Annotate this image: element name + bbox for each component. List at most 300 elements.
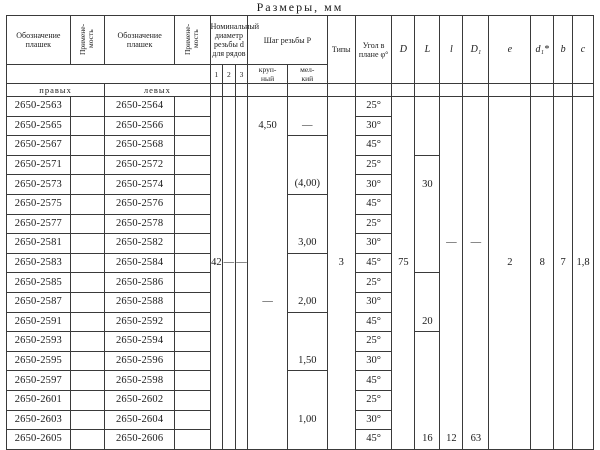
diameter-row1 [210,410,223,430]
designation-right: 2650-2603 [7,410,71,430]
diameter-row1 [210,214,223,234]
coarse-pitch [248,97,288,117]
types-value [327,175,355,195]
b-value [554,116,573,136]
application-right [70,430,104,450]
L-value [415,155,440,175]
fine-pitch: 1,50 [287,351,327,371]
l-value [440,371,463,391]
c-value [573,214,594,234]
D1-value [463,292,489,312]
D1-value [463,351,489,371]
fine-pitch: 2,00 [287,292,327,312]
angle-value: 45° [355,136,392,156]
application-left [175,136,211,156]
b-value [554,194,573,214]
D-value [392,273,415,293]
L-value [415,390,440,410]
angle-value: 45° [355,371,392,391]
l-value [440,390,463,410]
e-value [489,312,531,332]
table-title: Размеры, мм [256,0,344,14]
designation-right: 2650-2581 [7,234,71,254]
L-value [415,410,440,430]
b-value [554,273,573,293]
e-value [489,97,531,117]
header-designation-left: Обозначение плашек [105,16,175,65]
coarse-pitch [248,214,288,234]
coarse-pitch [248,234,288,254]
diameter-row3 [235,312,248,332]
e-value [489,214,531,234]
d1-value [531,234,554,254]
designation-left: 2650-2564 [105,97,175,117]
diameter-row3 [235,194,248,214]
header-application-right: Примене- мость [70,16,104,65]
b-value: 7 [554,253,573,273]
D-value [392,194,415,214]
angle-value: 25° [355,214,392,234]
header-row-1: 1 [210,65,223,84]
application-left [175,273,211,293]
application-left [175,234,211,254]
diameter-row2 [223,273,236,293]
header-row-3: 3 [235,65,248,84]
types-value [327,155,355,175]
coarse-pitch [248,175,288,195]
coarse-pitch [248,410,288,430]
types-value [327,371,355,391]
diameter-row3 [235,155,248,175]
L-value [415,116,440,136]
c-value [573,234,594,254]
l-value [440,410,463,430]
D1-value [463,390,489,410]
fine-pitch [287,332,327,352]
coarse-pitch [248,371,288,391]
l-value [440,273,463,293]
dies-table [6,15,594,450]
header-nominal-diameter: Номинальный диаметр резьбы d для рядов [210,16,248,65]
diameter-row2 [223,312,236,332]
L-value [415,214,440,234]
diameter-row1 [210,312,223,332]
l-value [440,253,463,273]
diameter-row1 [210,430,223,450]
fine-pitch [287,273,327,293]
d1-value [531,116,554,136]
application-right [70,97,104,117]
designation-right: 2650-2593 [7,332,71,352]
fine-pitch [287,253,327,273]
l-value [440,97,463,117]
e-value [489,410,531,430]
diameter-row3 [235,430,248,450]
l-value [440,155,463,175]
table-row [7,97,594,117]
c-value: 1,8 [573,253,594,273]
c-value [573,430,594,450]
l-value [440,351,463,371]
D1-value [463,136,489,156]
diameter-row2 [223,136,236,156]
designation-right: 2650-2567 [7,136,71,156]
D1-value [463,175,489,195]
application-left [175,175,211,195]
application-right [70,351,104,371]
D1-value [463,155,489,175]
L-value: 30 [415,175,440,195]
table-row [7,371,594,391]
L-value [415,273,440,293]
D-value [392,155,415,175]
d1-value [531,214,554,234]
D-value [392,410,415,430]
d1-value [531,371,554,391]
coarse-pitch: — [248,292,288,312]
e-value [489,273,531,293]
designation-right: 2650-2577 [7,214,71,234]
D1-value [463,371,489,391]
header-e: e [489,16,531,84]
application-right [70,292,104,312]
b-value [554,332,573,352]
types-value [327,273,355,293]
diameter-row2 [223,116,236,136]
designation-right: 2650-2563 [7,97,71,117]
diameter-row2 [223,390,236,410]
table-row [7,253,594,273]
types-value [327,116,355,136]
D-value [392,234,415,254]
c-value [573,371,594,391]
designation-left: 2650-2574 [105,175,175,195]
c-value [573,194,594,214]
diameter-row1 [210,234,223,254]
diameter-row2 [223,430,236,450]
application-right [70,273,104,293]
D-value [392,332,415,352]
diameter-row3 [235,214,248,234]
coarse-pitch [248,390,288,410]
angle-value: 30° [355,175,392,195]
c-value [573,116,594,136]
diameter-row2 [223,332,236,352]
diameter-row2 [223,234,236,254]
types-value [327,390,355,410]
table-row [7,214,594,234]
D1-value [463,253,489,273]
diameter-row3 [235,234,248,254]
diameter-row1 [210,97,223,117]
L-value [415,351,440,371]
D1-value [463,410,489,430]
l-value [440,332,463,352]
table-row [7,332,594,352]
fine-pitch [287,371,327,391]
D1-value [463,116,489,136]
fine-pitch [287,312,327,332]
D-value: 75 [392,253,415,273]
d1-value [531,430,554,450]
types-value [327,332,355,352]
diameter-row3 [235,97,248,117]
designation-left: 2650-2596 [105,351,175,371]
l-value [440,136,463,156]
angle-value: 25° [355,273,392,293]
application-left [175,253,211,273]
table-row [7,390,594,410]
diameter-row2 [223,175,236,195]
application-right [70,136,104,156]
header-angle: Угол в плане φ° [355,16,392,84]
coarse-pitch: 4,50 [248,116,288,136]
e-value [489,351,531,371]
designation-left: 2650-2582 [105,234,175,254]
table-row [7,194,594,214]
e-value [489,136,531,156]
diameter-row2: — [223,253,236,273]
angle-value: 30° [355,116,392,136]
designation-right: 2650-2573 [7,175,71,195]
l-value [440,116,463,136]
L-value [415,97,440,117]
L-value [415,136,440,156]
types-value: 3 [327,253,355,273]
application-right [70,194,104,214]
angle-value: 25° [355,155,392,175]
D1-value [463,194,489,214]
l-value: — [440,234,463,254]
D1-value: 63 [463,430,489,450]
diameter-row1 [210,194,223,214]
angle-value: 25° [355,97,392,117]
d1-value [531,273,554,293]
diameter-row2 [223,292,236,312]
e-value [489,371,531,391]
diameter-row1 [210,136,223,156]
designation-right: 2650-2605 [7,430,71,450]
L-value [415,253,440,273]
table-row [7,430,594,450]
D1-value [463,273,489,293]
designation-right: 2650-2583 [7,253,71,273]
b-value [554,410,573,430]
fine-pitch [287,136,327,156]
diameter-row3 [235,332,248,352]
types-value [327,351,355,371]
types-value [327,194,355,214]
d1-value [531,390,554,410]
designation-left: 2650-2588 [105,292,175,312]
designation-left: 2650-2576 [105,194,175,214]
diameter-row1 [210,351,223,371]
angle-value: 45° [355,194,392,214]
D-value [392,292,415,312]
D-value [392,136,415,156]
D-value [392,312,415,332]
application-right [70,253,104,273]
diameter-row3 [235,175,248,195]
header-spacer [7,65,211,84]
angle-value: 30° [355,410,392,430]
c-value [573,332,594,352]
e-value [489,292,531,312]
L-value [415,194,440,214]
c-value [573,273,594,293]
header-application-left: Примене- мость [175,16,211,65]
angle-value: 45° [355,312,392,332]
diameter-row3 [235,273,248,293]
fine-pitch [287,155,327,175]
designation-left: 2650-2568 [105,136,175,156]
diameter-row1 [210,116,223,136]
application-right [70,214,104,234]
coarse-pitch [248,194,288,214]
b-value [554,175,573,195]
e-value [489,234,531,254]
diameter-row3 [235,136,248,156]
types-value [327,97,355,117]
application-left [175,332,211,352]
D-value [392,214,415,234]
application-right [70,234,104,254]
header-b: b [554,16,573,84]
L-value [415,234,440,254]
b-value [554,351,573,371]
table-row [7,175,594,195]
designation-left: 2650-2604 [105,410,175,430]
e-value [489,332,531,352]
diameter-row1 [210,292,223,312]
application-right [70,390,104,410]
d1-value [531,292,554,312]
d1-value [531,351,554,371]
diameter-row3 [235,292,248,312]
table-row [7,351,594,371]
diameter-row2 [223,351,236,371]
table-row [7,410,594,430]
types-value [327,430,355,450]
header-designation-right: Обозначение плашек [7,16,71,65]
designation-right: 2650-2587 [7,292,71,312]
c-value [573,175,594,195]
application-right [70,155,104,175]
angle-value: 30° [355,292,392,312]
application-left [175,430,211,450]
designation-left: 2650-2606 [105,430,175,450]
angle-value: 30° [355,351,392,371]
diameter-row3 [235,390,248,410]
e-value: 2 [489,253,531,273]
angle-value: 30° [355,234,392,254]
application-right [70,332,104,352]
d1-value [531,332,554,352]
c-value [573,351,594,371]
types-value [327,214,355,234]
diameter-row2 [223,97,236,117]
c-value [573,136,594,156]
c-value [573,312,594,332]
d1-value [531,155,554,175]
fine-pitch [287,97,327,117]
designation-right: 2650-2585 [7,273,71,293]
designation-right: 2650-2597 [7,371,71,391]
application-left [175,292,211,312]
l-value [440,194,463,214]
designation-left: 2650-2594 [105,332,175,352]
b-value [554,234,573,254]
fine-pitch: — [287,116,327,136]
angle-value: 45° [355,430,392,450]
header-d1: d₁* [531,16,554,84]
diameter-row3: — [235,253,248,273]
D-value [392,371,415,391]
coarse-pitch [248,332,288,352]
diameter-row1 [210,175,223,195]
application-left [175,371,211,391]
designation-left: 2650-2592 [105,312,175,332]
diameter-row1 [210,390,223,410]
application-right [70,116,104,136]
designation-right: 2650-2591 [7,312,71,332]
e-value [489,116,531,136]
D-value [392,175,415,195]
angle-value: 25° [355,332,392,352]
application-left [175,155,211,175]
d1-value [531,312,554,332]
D1-value [463,332,489,352]
designation-left: 2650-2566 [105,116,175,136]
coarse-pitch [248,430,288,450]
application-right [70,371,104,391]
types-value [327,292,355,312]
diameter-row1 [210,371,223,391]
b-value [554,371,573,391]
designation-right: 2650-2601 [7,390,71,410]
e-value [489,390,531,410]
fine-pitch [287,430,327,450]
D1-value [463,312,489,332]
header-row-2: 2 [223,65,236,84]
fine-pitch [287,214,327,234]
c-value [573,410,594,430]
diameter-row2 [223,155,236,175]
designation-right: 2650-2595 [7,351,71,371]
e-value [489,430,531,450]
b-value [554,292,573,312]
coarse-pitch [248,351,288,371]
diameter-row3 [235,410,248,430]
table-row [7,234,594,254]
D1-value [463,214,489,234]
coarse-pitch [248,273,288,293]
d1-value [531,97,554,117]
designation-left: 2650-2584 [105,253,175,273]
fine-pitch: (4,00) [287,175,327,195]
b-value [554,390,573,410]
L-value: 16 [415,430,440,450]
D-value [392,116,415,136]
types-value [327,312,355,332]
b-value [554,97,573,117]
diameter-row3 [235,116,248,136]
application-left [175,390,211,410]
application-left [175,312,211,332]
D-value [392,430,415,450]
d1-value [531,410,554,430]
D-value [392,97,415,117]
